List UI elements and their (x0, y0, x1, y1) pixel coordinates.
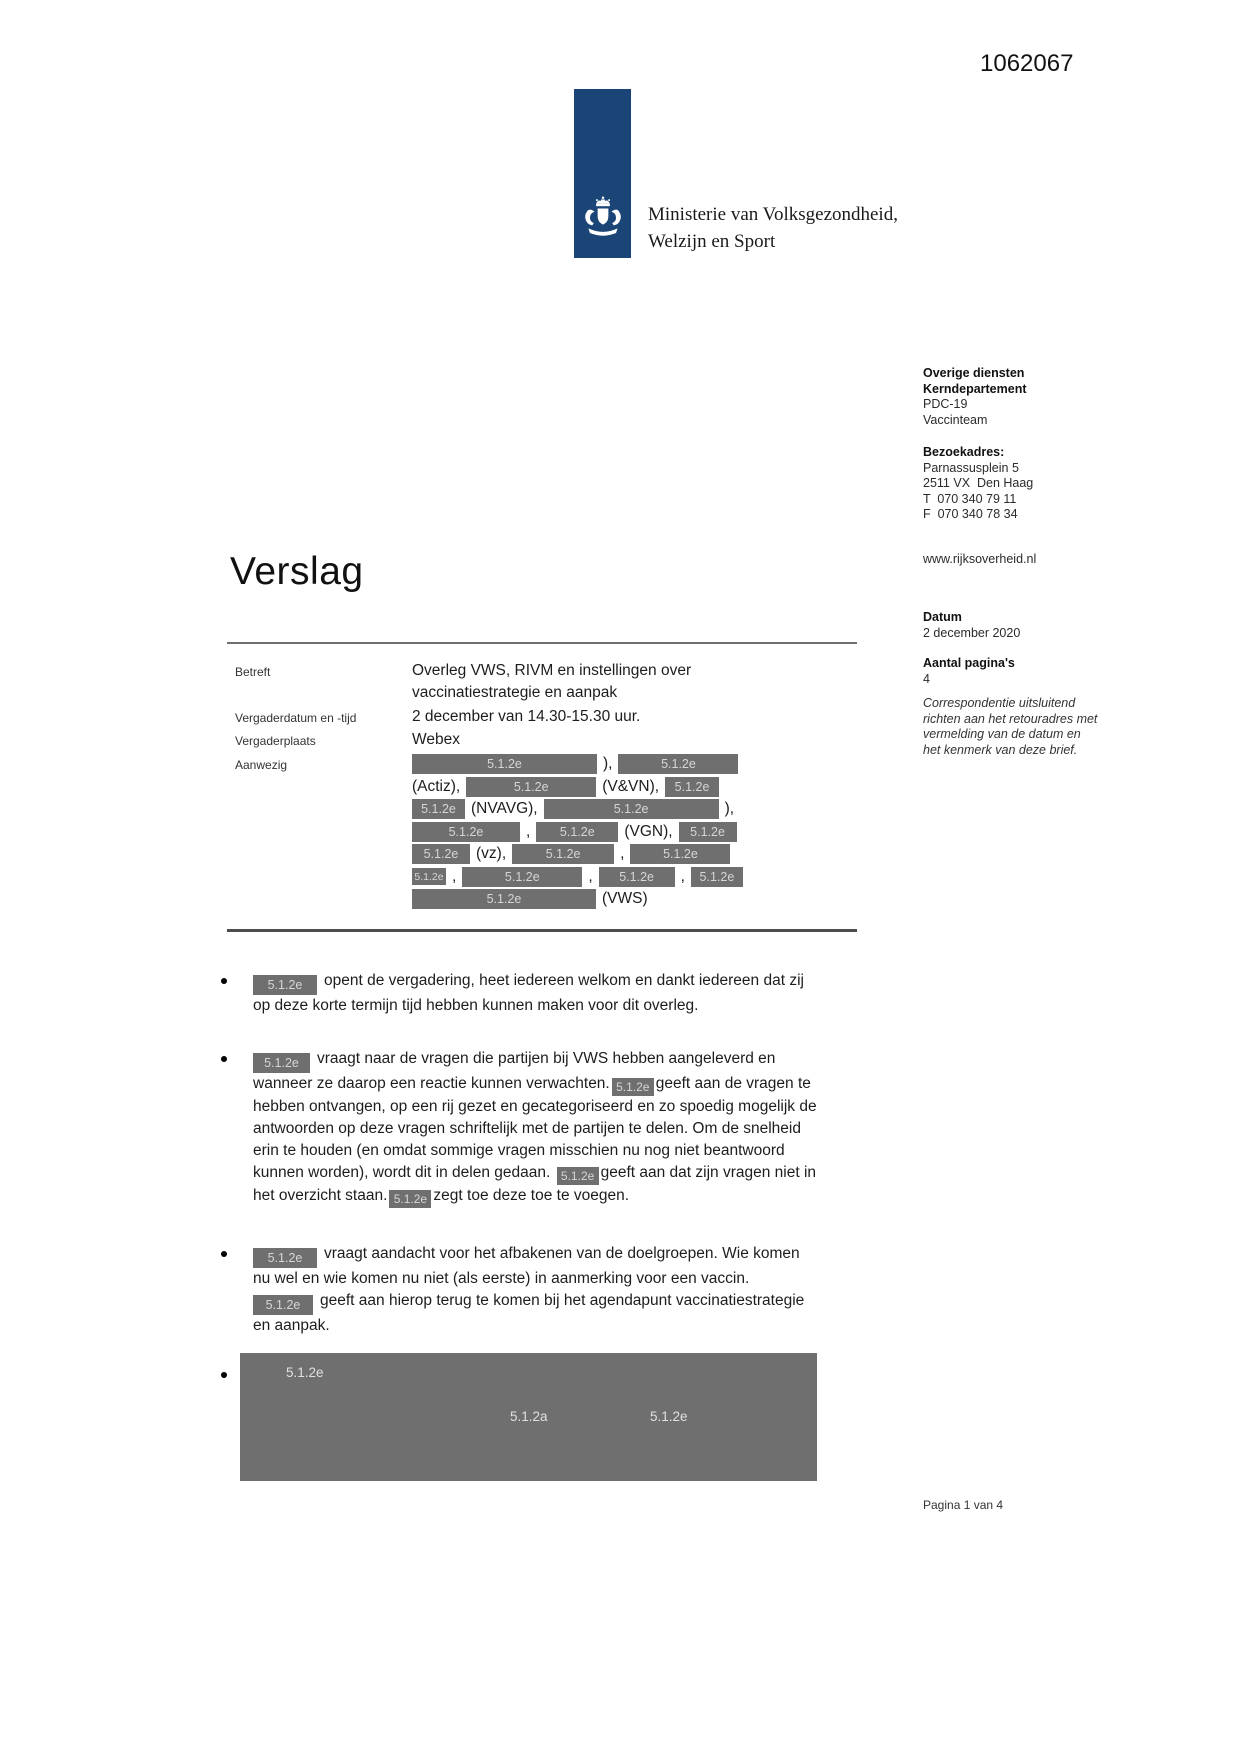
meeting-meta (235, 660, 860, 911)
attendee-text: (Actiz), (412, 777, 461, 795)
redaction-box: 5.1.2e (665, 777, 719, 797)
rijksoverheid-logo-bar (574, 89, 631, 258)
page-title: Verslag (230, 550, 364, 593)
ministry-name-line1: Ministerie van Volksgezondheid, (648, 204, 898, 225)
redaction-box: 5.1.2e (599, 867, 675, 887)
redaction-box: 5.1.2e (544, 799, 719, 819)
divider-bottom (227, 929, 857, 932)
redaction-box: 5.1.2e (412, 868, 446, 885)
attendees-row (412, 866, 757, 889)
website-link[interactable]: www.rijksoverheid.nl (923, 551, 1037, 566)
page-count-label: Aantal pagina's (923, 656, 1015, 670)
sidebar-org-line: Vaccinteam (923, 412, 988, 427)
correspondence-note: Correspondentie uitsluitend richten aan het retouradres met vermelding van de datum en het kenmerk van deze brief. (923, 696, 1098, 757)
ministry-name-line2: Welzijn en Sport (648, 231, 776, 252)
bullet-text: vraagt aandacht voor het afbakenen van de doelgroepen. Wie komen nu wel en wie komen nu niet (als eerste) in aanmerking voor een vaccin. (253, 1245, 800, 1287)
attendee-text: , (588, 867, 593, 885)
bullet-text: vraagt naar de vragen die partijen bij VWS hebben aangeleverd en wanneer ze daarop een reactie kunnen verwachten. (253, 1050, 776, 1092)
bullet-text: geeft aan de vragen te hebben ontvangen, op een rij gezet en gecategoriseerd en zo spoedig mogelijk de antwoorden op deze vragen schriftelijk met de partijen te delen. Om de snelheid erin te houden (en omdat sommige vragen misschien nu nog niet beantwoord kunnen worden), wordt dit in delen gedaan. (253, 1075, 817, 1181)
redaction-box: 5.1.2e (691, 867, 743, 887)
redaction-box: 5.1.2e (253, 1295, 313, 1315)
attendee-text: , (620, 845, 625, 863)
attendees-label: Aanwezig (235, 758, 288, 772)
meeting-datetime-label: Vergaderdatum en -tijd (235, 711, 357, 725)
ministry-name (648, 201, 898, 255)
betreft-label: Betreft (235, 665, 271, 679)
redaction-box: 5.1.2e (412, 889, 596, 909)
visit-address-line: 2511 VX Den Haag (923, 476, 1034, 490)
redaction-code: 5.1.2a (510, 1409, 548, 1424)
date-label: Datum (923, 610, 962, 624)
redaction-box: 5.1.2e (612, 1078, 654, 1096)
attendee-text: (VWS) (602, 890, 648, 908)
attendees-row (412, 888, 757, 911)
attendee-text: (VGN), (624, 822, 673, 840)
redaction-box: 5.1.2e (557, 1167, 599, 1185)
attendees-list (412, 753, 757, 911)
bullet-marker (221, 1372, 227, 1378)
attendee-text: , (680, 867, 685, 885)
visit-address-line: F 070 340 78 34 (923, 507, 1018, 521)
attendees-row (412, 776, 757, 799)
divider-top (227, 642, 857, 644)
attendees-row (412, 821, 757, 844)
attendee-text: ), (603, 755, 613, 773)
meeting-place-value: Webex (412, 731, 460, 748)
dutch-coat-of-arms-icon (580, 195, 626, 250)
page-footer: Pagina 1 van 4 (923, 1498, 1004, 1512)
attendee-text: (vz), (476, 845, 507, 863)
sidebar (923, 366, 1098, 758)
redaction-box: 5.1.2e (412, 799, 465, 819)
redaction-box: 5.1.2e (462, 867, 582, 887)
date-value: 2 december 2020 (923, 625, 1021, 640)
redaction-box: 5.1.2e (253, 1053, 310, 1073)
bullet-item (219, 1048, 819, 1208)
page-count-value: 4 (923, 671, 930, 686)
redaction-box: 5.1.2e (466, 777, 596, 797)
redaction-box: 5.1.2e (412, 844, 470, 864)
redaction-box: 5.1.2e (536, 822, 618, 842)
visit-address-line: Parnassusplein 5 (923, 460, 1019, 475)
attendee-text: ), (724, 800, 735, 818)
bullet-text: geeft aan hierop terug te komen bij het agendapunt vaccinatiestrategie en aanpak. (253, 1292, 805, 1334)
sidebar-org-line: Overige diensten (923, 366, 1025, 380)
meeting-place-label: Vergaderplaats (235, 734, 316, 748)
visit-address-label: Bezoekadres: (923, 445, 1005, 459)
redaction-box: 5.1.2e (412, 754, 597, 774)
redaction-code: 5.1.2e (286, 1365, 324, 1380)
bullet-text: opent de vergadering, heet iedereen welkom en dankt iedereen dat zij op deze korte termijn tijd hebben kunnen maken voor dit overleg. (253, 972, 804, 1014)
redaction-code: 5.1.2e (650, 1409, 688, 1424)
meeting-datetime-value: 2 december van 14.30-15.30 uur. (412, 708, 641, 725)
bullet-item (219, 1243, 819, 1337)
attendees-row (412, 798, 757, 821)
redaction-box: 5.1.2e (253, 975, 317, 995)
redaction-box: 5.1.2e (389, 1190, 431, 1208)
attendees-row (412, 843, 757, 866)
attendee-text: , (526, 822, 531, 840)
redaction-box: 5.1.2e (630, 844, 730, 864)
redacted-content-block (240, 1353, 817, 1481)
attendees-row (412, 753, 757, 776)
attendee-text: (V&VN), (602, 777, 660, 795)
attendee-text: (NVAVG), (471, 800, 538, 818)
bullet-item (219, 970, 819, 1017)
visit-address-line: T 070 340 79 11 (923, 491, 1017, 506)
bullet-text: geeft aan dat zijn vragen niet in het overzicht staan. (253, 1164, 817, 1204)
document-id-number: 1062067 (980, 50, 1074, 77)
sidebar-org-line: PDC-19 (923, 397, 968, 411)
redaction-box: 5.1.2e (412, 822, 520, 842)
attendee-text: , (452, 867, 457, 885)
bullet-text: zegt toe deze toe te voegen. (433, 1187, 630, 1204)
redaction-box: 5.1.2e (679, 822, 737, 842)
sidebar-org-line: Kerndepartement (923, 381, 1027, 396)
redaction-box: 5.1.2e (512, 844, 614, 864)
redaction-box: 5.1.2e (618, 754, 738, 774)
betreft-value: Overleg VWS, RIVM en instellingen over vaccinatiestrategie en aanpak (412, 662, 692, 701)
redaction-box: 5.1.2e (253, 1248, 317, 1268)
